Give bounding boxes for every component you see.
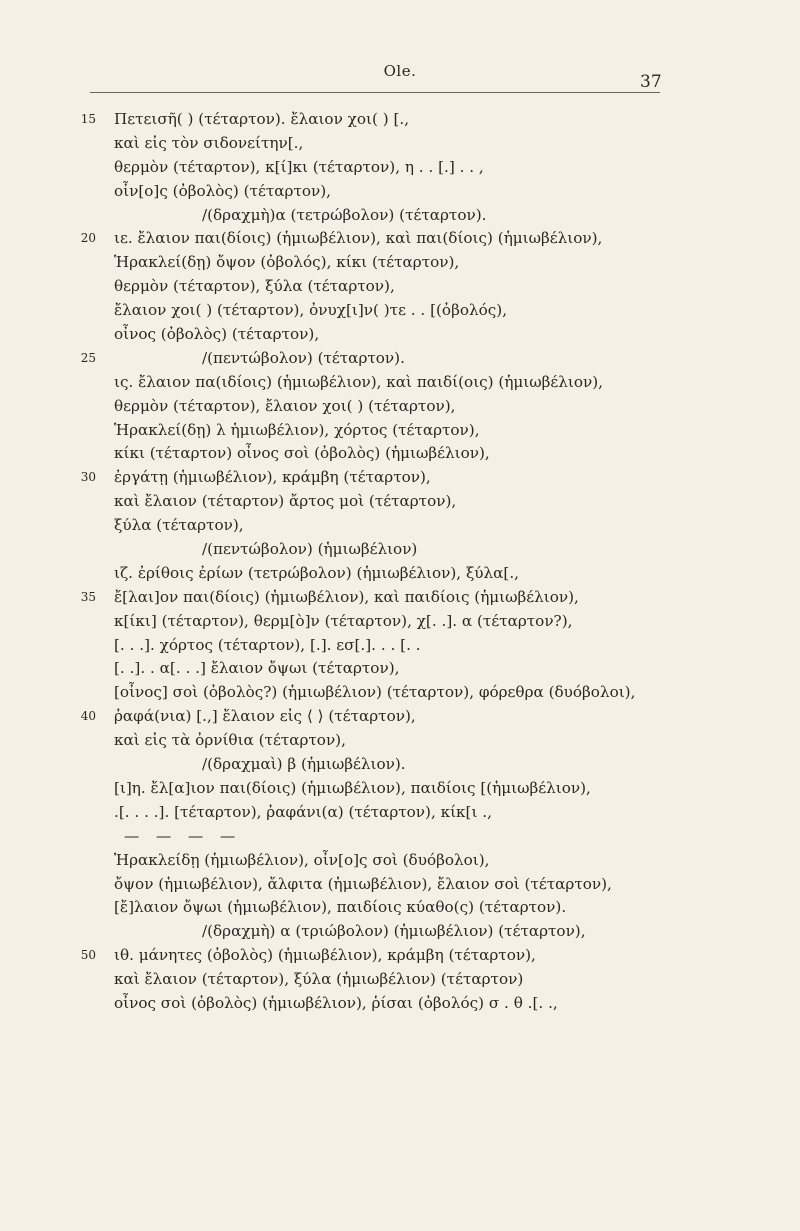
line-text: [ἔ]λαιον ὄψωι (ἡμιωβέλιον), παιδίοις κύαθο(ς) (τέταρτον). [114,898,567,917]
text-line [0,562,800,586]
text-line [0,514,800,538]
text-line [0,634,800,658]
line-text: Ἡρακλεί(δῃ) ὄψον (ὀβολός), κίκι (τέταρτον), [114,253,460,272]
text-line [0,849,800,873]
text-line [0,753,800,777]
text-body [0,108,800,1016]
text-line [0,538,800,562]
header-rule [90,92,660,93]
line-text: ξύλα (τέταρτον), [114,516,244,535]
line-text: ῥαφά(νια) [.,] ἔλαιον εἰς ⟨ ⟩ (τέταρτον), [114,707,416,726]
line-text: ἐργάτῃ (ἡμιωβέλιον), κράμβη (τέταρτον), [114,468,431,487]
text-line [0,419,800,443]
line-number: 30 [80,470,96,485]
text-line [0,729,800,753]
line-text: Ἡρακλεί(δῃ) λ ἡμιωβέλιον), χόρτος (τέταρτον), [114,420,480,439]
text-line [0,657,800,681]
line-number: 50 [80,948,96,963]
line-text: [. .]. . α[. . .] ἔλαιον ὄψωι (τέταρτον), [114,659,400,678]
text-line [0,371,800,395]
line-text: Ἡρακλείδῃ (ἡμιωβέλιον), οἶν[ο]ς σοὶ (δυόβολοι), [114,850,490,869]
text-line [0,968,800,992]
line-text: .[. . . .]. [τέταρτον), ῥαφάνι(α) (τέταρτον), κίκ[ι ., [114,802,492,821]
text-line [0,347,800,371]
line-text: ιζ. ἐρίθοις ἐρίων (τετρώβολον) (ἡμιωβέλιον), ξύλα[., [114,563,519,582]
line-number: 20 [80,231,96,246]
text-line [0,227,800,251]
text-line [0,705,800,729]
text-line [0,801,800,825]
text-line [0,920,800,944]
text-line [0,323,800,347]
line-text: [οἶνος] σοὶ (ὀβολὸς?) (ἡμιωβέλιον) (τέταρτον), φόρεθρα (δυόβολοι), [114,683,636,702]
running-head: Ole. [383,62,417,80]
line-text: ὄψον (ἡμιωβέλιον), ἄλφιτα (ἡμιωβέλιον), ἔλαιον σοὶ (τέταρτον), [114,874,612,893]
line-text: καὶ εἰς τὸν σιδονείτην[., [114,133,304,152]
text-line [0,204,800,228]
line-text: οἶνος σοὶ (ὀβολὸς) (ἡμιωβέλιον), ῥίσαι (ὀβολός) σ . θ .[. ., [114,993,558,1012]
line-text: ιε. ἔλαιον παι(δίοις) (ἡμιωβέλιον), καὶ παι(δίοις) (ἡμιωβέλιον), [114,229,603,248]
page-number: 37 [640,72,662,92]
line-text: ἔ[λαι]ον παι(δίοις) (ἡμιωβέλιον), καὶ παιδίοις (ἡμιωβέλιον), [114,587,579,606]
text-line [0,299,800,323]
line-text: /(πεντώβολον) (τέταρτον). [202,348,405,367]
line-text: /(δραχμὴ)α (τετρώβολον) (τέταρτον). [202,205,487,224]
line-text: ις. ἔλαιον πα(ιδίοις) (ἡμιωβέλιον), καὶ παιδί(οις) (ἡμιωβέλιον), [114,372,603,391]
line-text: καὶ εἰς τὰ ὀρνίθια (τέταρτον), [114,731,346,750]
line-text: κίκι (τέταρτον) οἶνος σοὶ (ὀβολὸς) (ἡμιωβέλιον), [114,444,490,463]
line-text: θερμὸν (τέταρτον), ἔλαιον χοι( ) (τέταρτον), [114,396,456,415]
text-line [0,180,800,204]
line-text: οἶν[ο]ς (ὀβολὸς) (τέταρτον), [114,181,331,200]
text-line [0,896,800,920]
text-line [0,610,800,634]
line-text: [ι]η. ἔλ[α]ιον παι(δίοις) (ἡμιωβέλιον), παιδίοις [(ἡμιωβέλιον), [114,778,591,797]
text-line [0,825,800,849]
line-text: — — — — [124,826,242,845]
text-line [0,442,800,466]
text-line [0,873,800,897]
line-text: /(δραχμὴ) α (τριώβολον) (ἡμιωβέλιον) (τέταρτον), [202,922,586,941]
text-line [0,992,800,1016]
text-line [0,490,800,514]
line-text: /(πεντώβολον) (ἡμιωβέλιον) [202,540,418,559]
line-text: Πετεισῆ( ) (τέταρτον). ἔλαιον χοι( ) [., [114,110,410,128]
text-line [0,275,800,299]
line-text: οἶνος (ὀβολὸς) (τέταρτον), [114,325,320,344]
text-line [0,681,800,705]
line-text: [. . .]. χόρτος (τέταρτον), [.]. εσ[.]. . . [. . [114,635,421,654]
line-text: θερμὸν (τέταρτον), κ[ί]κι (τέταρτον), η . . [.] . . , [114,157,484,176]
line-text: καὶ ἔλαιον (τέταρτον) ἄρτος μοὶ (τέταρτον), [114,492,457,511]
line-number: 35 [80,589,96,604]
line-text: θερμὸν (τέταρτον), ξύλα (τέταρτον), [114,277,395,296]
text-line [0,466,800,490]
text-line [0,586,800,610]
line-text: ιθ. μάνητες (ὀβολὸς) (ἡμιωβέλιον), κράμβη (τέταρτον), [114,946,536,965]
text-line [0,132,800,156]
text-line [0,395,800,419]
text-line [0,944,800,968]
line-number: 15 [80,112,96,126]
line-number: 25 [80,350,96,365]
text-line [0,777,800,801]
line-text: καὶ ἔλαιον (τέταρτον), ξύλα (ἡμιωβέλιον) (τέταρτον) [114,970,524,989]
line-number: 40 [80,709,96,724]
text-line [0,108,800,132]
text-line [0,156,800,180]
line-text: κ[ίκι] (τέταρτον), θερμ[ὸ]ν (τέταρτον), χ[. .]. α (τέταρτον?), [114,611,573,630]
line-text: /(δραχμαὶ) β (ἡμιωβέλιον). [202,755,406,774]
line-text: ἔλαιον χοι( ) (τέταρτον), ὀνυχ[ι]ν( )τε . . [(ὀβολός), [114,301,508,320]
text-line [0,251,800,275]
